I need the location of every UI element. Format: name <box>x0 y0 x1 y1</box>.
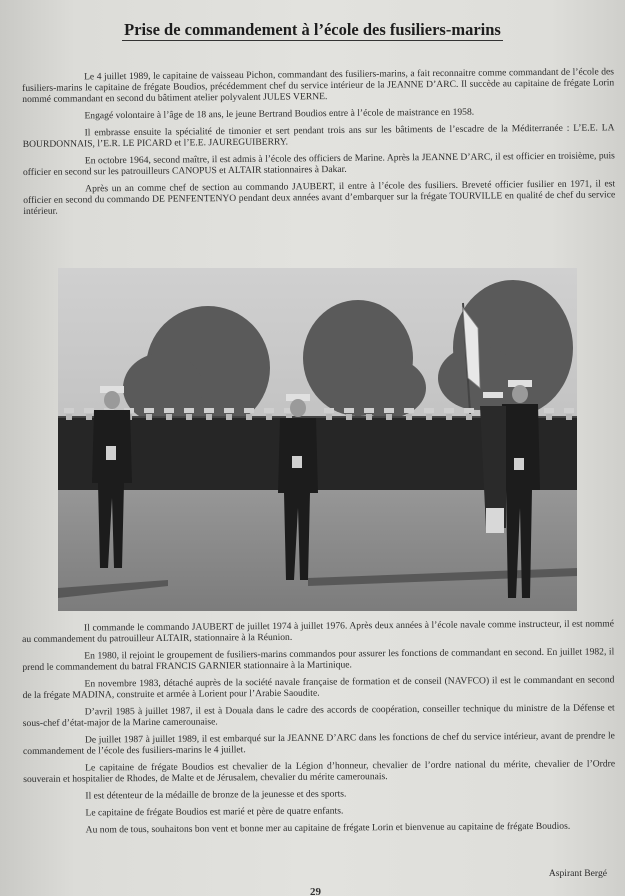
ceremony-photo-illustration <box>58 268 577 611</box>
paragraph: Il est détenteur de la médaille de bronze de la jeunesse et des sports. <box>85 788 347 802</box>
paragraph: Il embrasse ensuite la spécialité de timonier et sert pendant trois ans sur les bâtiments de l’escadre de la Méditerranée : L’E.E. LA BOURDONNAIS, l’E.R. LE PICARD et l’E.E. JAUREGUIBERRY. <box>22 122 615 150</box>
article-title <box>0 20 625 40</box>
paragraph: En 1980, il rejoint le groupement de fusiliers-marins commandos pour assurer les fonctions de commandant en second. En juillet 1982, il prend le commandement du batral FRANCIS GARNIER stationnaire à la Martinique. <box>22 646 615 673</box>
ceremony-photo <box>58 268 577 611</box>
paragraph: Au nom de tous, souhaitons bon vent et bonne mer au capitaine de frégate Lorin et bienvenue au capitaine de frégate Boudios. <box>85 820 571 836</box>
paragraph: Le capitaine de frégate Boudios est chevalier de la Légion d’honneur, chevalier de l’ordre national du mérite, chevalier de l’Ordre souverain et hospitalier de Rhodes, de Malte et de Jérusalem, chevalier du mérite camerounais. <box>23 758 616 785</box>
paragraph: Le capitaine de frégate Boudios est marié et père de quatre enfants. <box>85 805 344 819</box>
paragraph: Le 4 juillet 1989, le capitaine de vaisseau Pichon, commandant des fusiliers-marins, a fait reconnaitre comme commandant de l’école des fusiliers-marins le capitaine de frégate Boudios, précédemment chef du service intérieur de la JEANNE D’ARC. Il succède au capitaine de frégate Lorin nommé commandant en second du bâtiment atelier polyvalent JULES VERNE. <box>22 66 615 105</box>
paragraph: Il commande le commando JAUBERT de juillet 1974 à juillet 1976. Après deux années à l’école navale comme instructeur, il est nommé au commandement du patrouilleur ALTAIR, stationnaire à la Réunion. <box>22 618 615 645</box>
signature: Aspirant Bergé <box>548 868 607 879</box>
paragraph: En octobre 1964, second maître, il est admis à l’école des officiers de Marine. Après la JEANNE D’ARC, il est officier en troisième, puis officier en second sur les patrouilleurs CANOPUS et ALTAIR stationnaires à Dakar. <box>22 150 615 178</box>
page-number: 29 <box>310 886 321 896</box>
paragraph: En novembre 1983, détaché auprès de la société navale française de formation et de conseil (NAVFCO) il est le commandant en second de la frégate MADINA, construite et armée à Lorient pour l’Arabie Saoudite. <box>22 674 615 701</box>
paragraph: D’avril 1985 à juillet 1987, il est à Douala dans le cadre des accords de coopération, conseiller technique du ministre de la Défense et sous-chef d’état-major de la Marine camerounaise. <box>22 702 615 729</box>
paragraph: Engagé volontaire à l’âge de 18 ans, le jeune Bertrand Boudios entre à l’école de maistrance en 1958. <box>84 106 475 122</box>
paragraph: De juillet 1987 à juillet 1989, il est embarqué sur la JEANNE D’ARC dans les fonctions de chef du service intérieur, avant de prendre le commandement de l’école des fusiliers-marins le 4 juillet. <box>22 730 615 757</box>
text-block-top <box>22 66 615 223</box>
text-block-bottom <box>22 618 616 842</box>
paragraph: Après un an comme chef de section au commando JAUBERT, il entre à l’école des fusiliers. Breveté officier fusilier en 1971, il est officier en second du commando DE PENFENTENYO pendant deux années avant d’embarquer sur la frégate TOURVILLE en qualité de chef du service intérieur. <box>23 178 616 217</box>
article-title-text: Prise de commandement à l’école des fusiliers-marins <box>124 20 501 39</box>
